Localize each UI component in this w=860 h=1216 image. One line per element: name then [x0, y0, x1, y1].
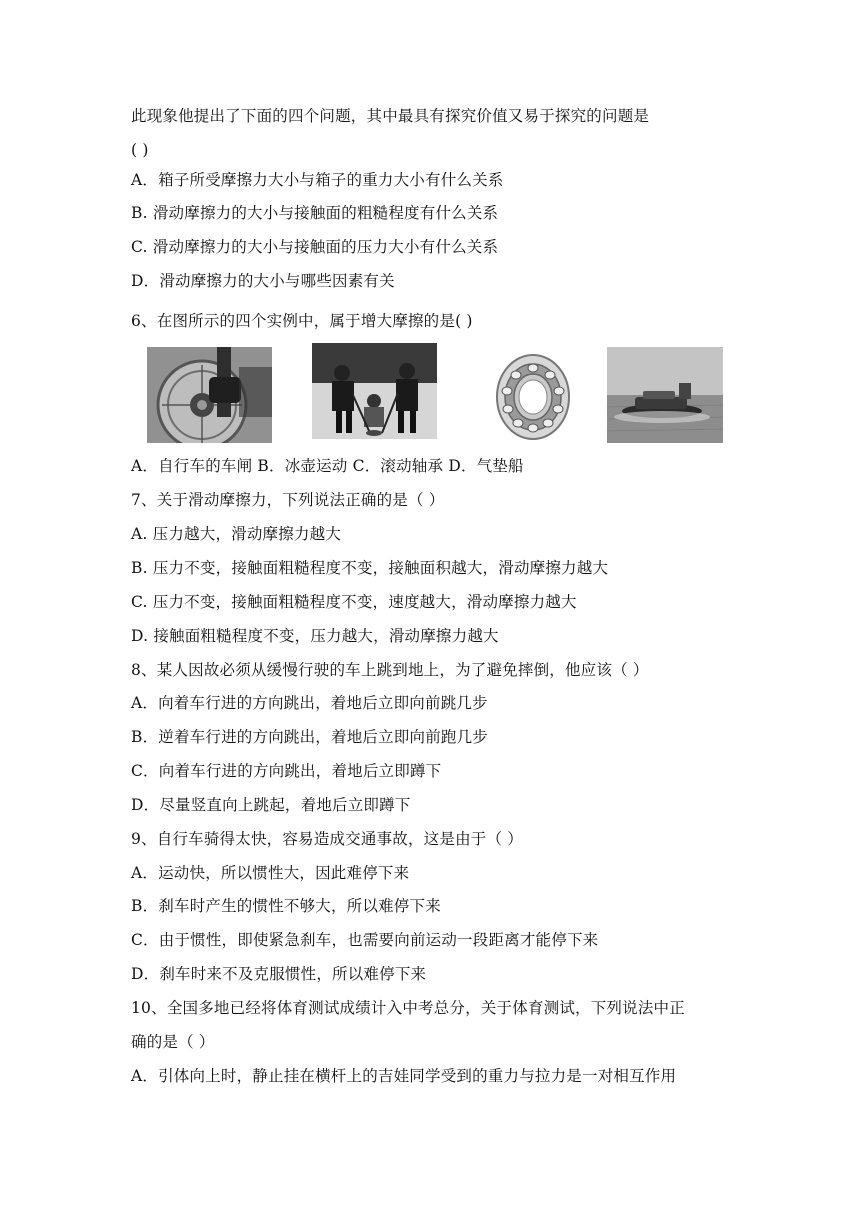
- question-7-option-b: B. 压力不变，接触面粗糙程度不变，接触面积越大，滑动摩擦力越大: [131, 559, 609, 577]
- question-10-stem-line-1: 10、全国多地已经将体育测试成绩计入中考总分，关于体育测试，下列说法中正: [131, 999, 685, 1017]
- question-5-answer-bracket: ( ): [131, 141, 149, 159]
- hovercraft-photo: [607, 347, 723, 443]
- rolling-bearing-image: [492, 351, 574, 443]
- question-7-option-c: C. 压力不变，接触面粗糙程度不变，速度越大，滑动摩擦力越大: [131, 593, 577, 611]
- question-10-option-a: A．引体向上时，静止挂在横杆上的吉娃同学受到的重力与拉力是一对相互作用: [131, 1067, 677, 1085]
- curling-image: [312, 343, 437, 439]
- question-7-stem: 7、关于滑动摩擦力，下列说法正确的是（ ）: [131, 491, 445, 509]
- question-5-option-c: C. 滑动摩擦力的大小与接触面的压力大小有什么关系: [131, 238, 499, 256]
- question-9-option-b: B．刹车时产生的惯性不够大，所以难停下来: [131, 897, 441, 915]
- question-9-stem: 9、自行车骑得太快，容易造成交通事故，这是由于（ ）: [131, 830, 523, 848]
- bicycle-brake-photo: [147, 347, 272, 443]
- question-5-option-a: A．箱子所受摩擦力大小与箱子的重力大小有什么关系: [131, 171, 504, 189]
- curling-photo: [312, 343, 437, 439]
- question-5-stem-end: 此现象他提出了下面的四个问题，其中最具有探究价值又易于探究的问题是: [131, 107, 650, 125]
- question-10-stem-line-2: 确的是（ ）: [131, 1033, 215, 1051]
- question-9-option-c: C．由于惯性，即使紧急刹车，也需要向前运动一段距离才能停下来: [131, 931, 599, 949]
- question-9-option-d: D．刹车时来不及克服惯性，所以难停下来: [131, 965, 427, 983]
- question-9-option-a: A．运动快，所以惯性大，因此难停下来: [131, 864, 410, 882]
- question-8-stem: 8、某人因故必须从缓慢行驶的车上跳到地上，为了避免摔倒，他应该（ ）: [131, 661, 649, 679]
- hovercraft-image: [607, 347, 723, 443]
- bicycle-brake-image: [147, 347, 272, 443]
- question-5-option-b: B. 滑动摩擦力的大小与接触面的粗糙程度有什么关系: [131, 204, 499, 222]
- question-7-option-d: D. 接触面粗糙程度不变，压力越大，滑动摩擦力越大: [131, 627, 499, 645]
- question-8-option-c: C．向着车行进的方向跳出，着地后立即蹲下: [131, 762, 442, 780]
- rolling-bearing-photo: [492, 351, 574, 443]
- question-6-options: A．自行车的车闸 B．冰壶运动 C．滚动轴承 D．气垫船: [131, 457, 524, 475]
- question-6-stem: 6、在图所示的四个实例中，属于增大摩擦的是( ): [131, 312, 473, 330]
- question-8-option-d: D．尽量竖直向上跳起，着地后立即蹲下: [131, 796, 411, 814]
- question-8-option-b: B．逆着车行进的方向跳出，着地后立即向前跑几步: [131, 728, 488, 746]
- question-7-option-a: A. 压力越大，滑动摩擦力越大: [131, 525, 342, 543]
- question-8-option-a: A．向着车行进的方向跳出，着地后立即向前跳几步: [131, 694, 488, 712]
- question-5-option-d: D．滑动摩擦力的大小与哪些因素有关: [131, 272, 395, 290]
